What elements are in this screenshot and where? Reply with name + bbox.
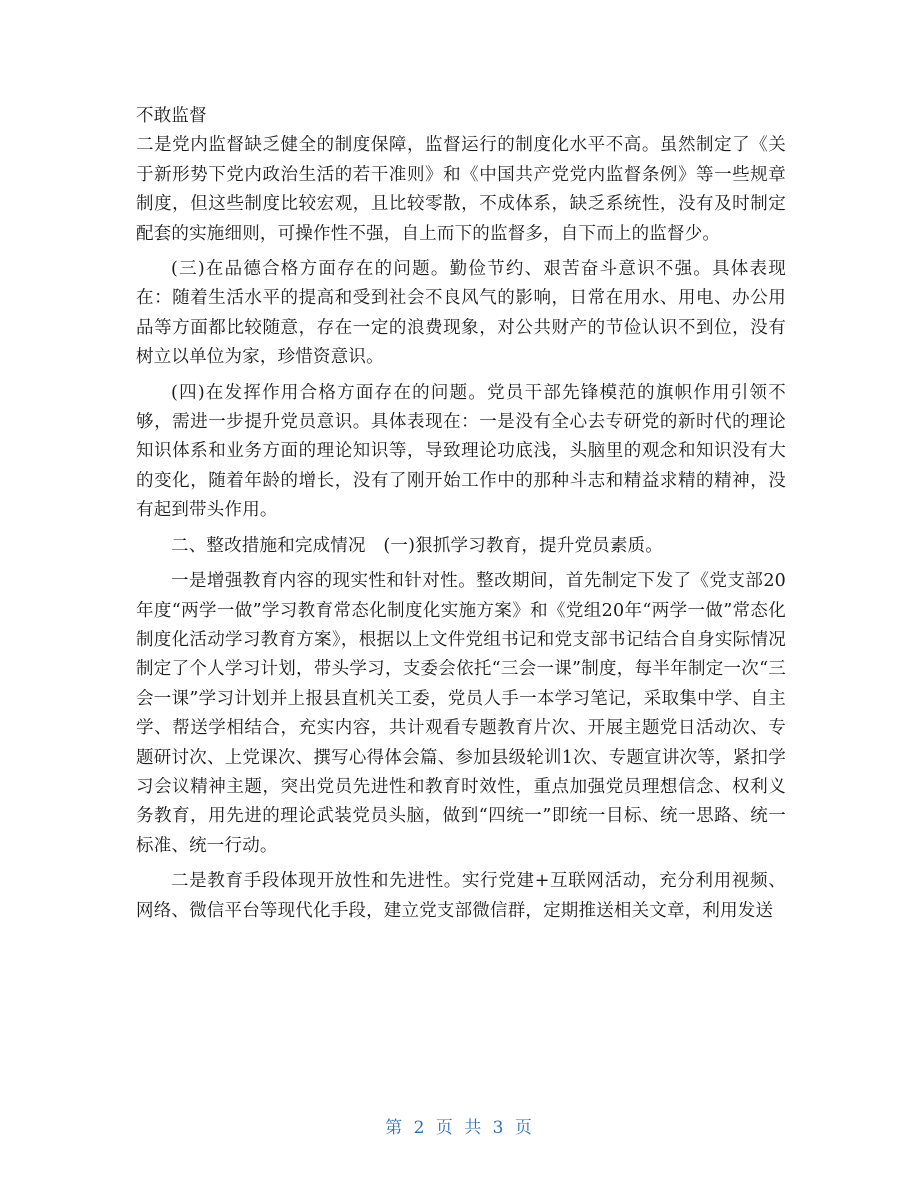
paragraph-section-three: (三)在品德合格方面存在的问题。勤俭节约、艰苦奋斗意识不强。具体表现在：随着生活水平的提高和受到社会不良风气的影响，日常在用水、用电、办公用品等方面都比较随意，存在一定的浪费现象，对公共财产的节俭认识不到位，没有树立以单位为家，珍惜资意识。 — [136, 259, 786, 368]
paragraph-rectification-heading: 二、整改措施和完成情况 (一)狠抓学习教育，提升党员素质。 — [171, 535, 663, 556]
document-body — [136, 102, 786, 926]
paragraph-education-means: 二是教育手段体现开放性和先进性。实行党建+互联网活动，充分利用视频、网络、微信平台等现代化手段，建立党支部微信群，定期推送相关文章，利用发送 — [136, 871, 786, 921]
paragraph-continuation: 不敢监督 — [136, 106, 207, 126]
paragraph-section-four: (四)在发挥作用合格方面存在的问题。党员干部先锋模范的旗帜作用引领不够，需进一步提升党员意识。具体表现在：一是没有全心去专研党的新时代的理论知识体系和业务方面的理论知识等，导致理论功底浅，头脑里的观念和知识没有大的变化，随着年龄的增长，没有了刚开始工作中的那种斗志和精益求精的精神，没有起到带头作用。 — [136, 382, 786, 521]
page-footer: 第 2 页 共 3 页 — [385, 1118, 535, 1138]
paragraph-supervision-system: 二是党内监督缺乏健全的制度保障，监督运行的制度化水平不高。虽然制定了《关于新形势下党内政治生活的若干准则》和《中国共产党党内监督条例》等一些规章制度，但这些制度比较宏观，且比较零散，不成体系，缺乏系统性，没有及时制定配套的实施细则，可操作性不强，自上而下的监督多，自下而上的监督少。 — [136, 135, 786, 244]
paragraph-education-content: 一是增强教育内容的现实性和针对性。整改期间，首先制定下发了《党支部20年度“两学一做”学习教育常态化制度化实施方案》和《党组20年“两学一做”常态化制度化活动学习教育方案》，根据以上文件党组书记和党支部书记结合自身实际情况制定了个人学习计划，带头学习，支委会依托“三会一课”制度，每半年制定一次“三会一课”学习计划并上报县直机关工委，党员人手一本学习笔记，采取集中学、自主学、帮送学相结合，充实内容，共计观看专题教育片次、开展主题党日活动次、专题研讨次、上党课次、撰写心得体会篇、参加县级轮训1次、专题宣讲次等，紧扣学习会议精神主题，突出党员先进性和教育时效性，重点加强党员理想信念、权利义务教育，用先进的理论武装党员头脑，做到“四统一”即统一目标、统一思路、统一标准、统一行动。 — [136, 571, 786, 856]
